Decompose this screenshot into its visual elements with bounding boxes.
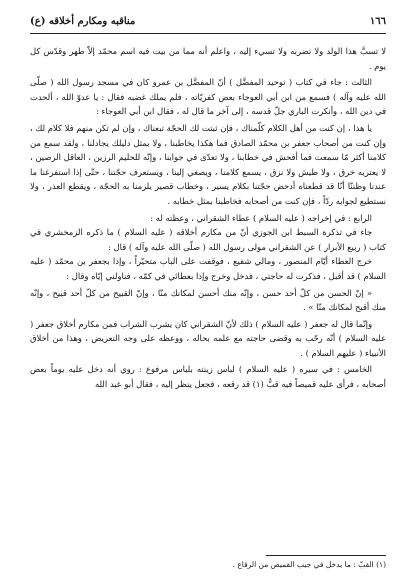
paragraph-3: يا هذا ، إن كنت من أهل الكلام كلّمناك ، فإن ثبتت لك الحجّة تبعناك ، وإن لم تكن منهم فلا كلام لك ، وإن كنت من أصحاب جعفر بن محمّد الصادق فما هكذا يخاطبنا ، ولا بمثل دليلك يجادلنا ، ولقد سمع من كلامنا أكثر مّا سمعت فما أفحش في خطابنا ، ولا تعدّى في جوابنا ، وإنّه للحليم الرزين ، العاقل الرصين ، لا يعتريه خرق ، ولا طيش ولا نزق ، يسمع كلامنا ، ويصغي إلينا ، ويستعرف حجّتنا ، حتّى إذا استفرغنا ما عندنا وظننّا أنّا قد قطعناه أدحض حجّتنا بكلام يسير ، وخطاب قصير يلزمنا به الحجّة ، ويقطع العذر ، ولا نستطيع لجوابه ردّاً ، فإن كنت من أصحابه فخاطبنا بمثل خطابه . xyxy=(30,122,386,206)
running-title: مناقبه ومكارم أخلاقه (ع) xyxy=(30,16,136,27)
section-heading-4: الرابع : في إخراجه ( عليه السلام ) عطاء الشقراني ، وعظته له : xyxy=(150,212,372,223)
footnote-divider xyxy=(266,555,386,556)
page-number: ١٦٦ xyxy=(369,16,386,27)
paragraph-5: جاء في تذكرة السبط ابن الجوزي أنّ من مكارم أخلاقه ( عليه السلام ) ما ذكره الزمخشري في كتاب ( ربيع الأبرار ) عن الشقراني مولى رسول الله ( صلّى الله عليه وآله ) قال : xyxy=(30,227,386,252)
section-heading-5: الخامس : في سيره ( عليه السلام ) لباس زينته بلباس مرفوع : روي أنه دخل عليه يوماً بعض أصحابه ، فرأى عليه قميصاً فيه قبٌّ (١) قد رقعه ، فجعل ينظر إليه ، فقال أبو عبد الله xyxy=(30,364,386,390)
paragraph-2: الثالث : جاء في كتاب ( توحيد المفضَّل ) أنّ المفضَّل بن عمرو كان في مسجد رسول الله ( صلّى الله عليه وآله ) فسمع من ابن أبي العوجاء بعض كفريّاته ، فلم يملك غضبه فقال : يا عدوّ الله ، ألحدت في دين الله ، وأنكرت الباري جلّ قدسه ، إلى آخر ما قال له ، فقال ابن أبي العوجاء : xyxy=(30,77,386,117)
header-divider xyxy=(30,33,386,34)
footnote: (١) القبّ : ما يدخل في جيب القميص من الرقاع . xyxy=(232,560,386,569)
page-body xyxy=(30,44,386,392)
paragraph-1: لا تسبَّ هذا الولد ولا تضربه ولا تسيء إليه ، واعلم أنه مما من بيت فيه اسم محمّد إلاّ طهر وقدّس كل يوم . xyxy=(30,46,386,71)
page-header xyxy=(30,16,386,34)
quote-paragraph: « إنّ الحسن من كلّ أحد حسن ، وإنّه منك أحسن لمكانك منّا ، وإنّ القبيح من كلّ أحد قبيح ، وإنّه منك أقبح لمكانك منّا » . xyxy=(30,287,386,313)
paragraph-6: خرج العطاء أيّام المنصور ، ومالي شفيع ، فوقفت على الباب متحيّراً ، وإذا بجعفر بن محمّد ( عليه السلام ) قد أقبل ، فذكرت له حاجتي ، فدخل وخرج وإذا بعطائي في كمّه ، فناولني إيّاه وقال : xyxy=(30,256,386,281)
paragraph-8: وإنّما قال له جعفر ( عليه السلام ) ذلك لأنّ الشقراني كان يشرب الشراب فمن مكارم أخلاق جعفر ( عليه السلام ) أنّه رحّب به وقضى حاجته مع علمه بحاله ، ووعظه على وجه التعريض ، وهذا من أخلاق الأنبياء ( عليهم السلام ) . xyxy=(30,318,386,358)
